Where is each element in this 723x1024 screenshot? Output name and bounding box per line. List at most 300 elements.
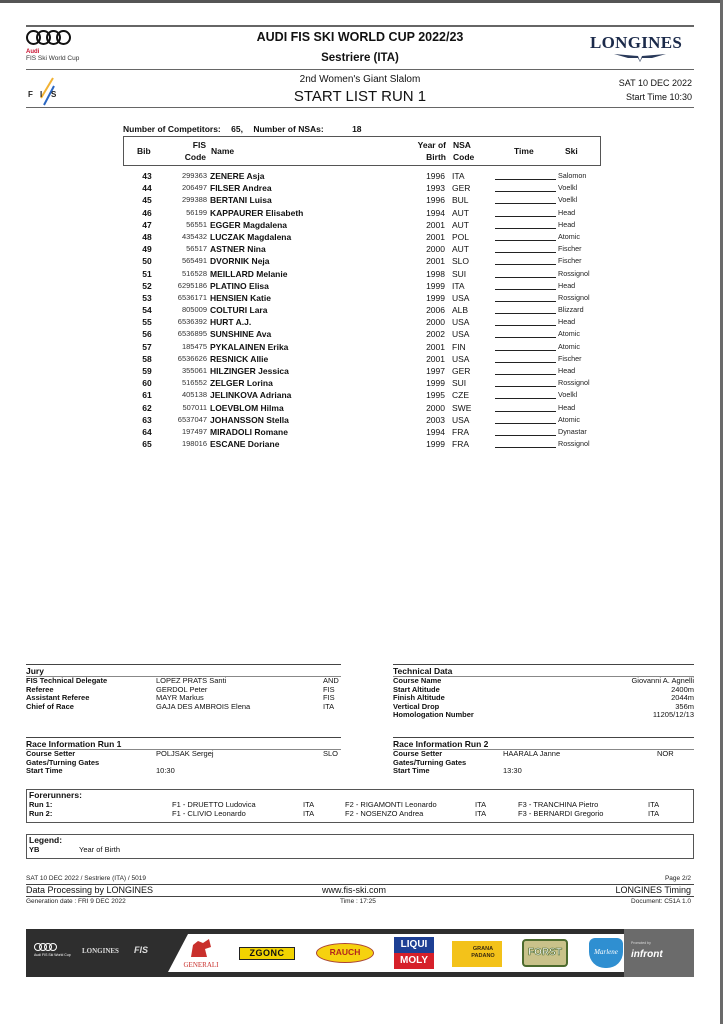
sponsor-liqui-moly-logo: LIQUI MOLY [394, 937, 434, 970]
table-row [123, 292, 603, 304]
sponsor-generali-logo: GENERALI [178, 937, 224, 969]
fis-code-cell: 565491 [181, 256, 207, 266]
year-of-birth-cell: 2001 [426, 231, 445, 242]
audi-brand-text: Audi [26, 49, 40, 55]
audi-sub-text: FIS Ski World Cup [26, 55, 80, 62]
ski-brand-cell: Rossignol [558, 378, 590, 388]
bib-cell: 54 [142, 305, 152, 316]
bib-cell: 59 [142, 366, 152, 376]
col-bib: Bib [137, 146, 151, 156]
footer-data-processing: Data Processing by LONGINES [26, 885, 154, 895]
sponsor-banner [26, 929, 694, 977]
ski-brand-cell: Salomon [558, 171, 587, 180]
course-setter-name: HAARALA Janne [503, 749, 561, 758]
time-blank-line [495, 179, 556, 180]
table-row [123, 402, 603, 414]
name-cell: EGGER Magdalena [210, 219, 287, 230]
fis-code-cell: 6295186 [177, 280, 207, 290]
nsa-code-cell: BUL [452, 195, 469, 206]
nsa-code-cell: GER [452, 183, 471, 194]
ski-brand-cell: Atomic [558, 341, 580, 351]
col-fis-code-bottom: Code [184, 152, 206, 162]
ski-brand-cell: Fischer [558, 244, 582, 254]
year-of-birth-cell: 1999 [426, 292, 445, 303]
table-header [123, 136, 601, 166]
forerunner-row [29, 810, 693, 819]
jury-role: Assistant Referee [26, 693, 90, 702]
header-top-rule [26, 25, 694, 27]
gates-label: Gates/Turning Gates [26, 757, 100, 767]
technical-label: Finish Altitude [393, 693, 445, 702]
fis-code-cell: 56517 [186, 244, 207, 254]
technical-row [393, 711, 694, 720]
forerunner-f2: F2 - RIGAMONTI Leonardo [345, 800, 437, 809]
race-info-run1-title: Race Information Run 1 [26, 737, 341, 750]
nsa-code-cell: USA [452, 317, 470, 328]
jury-title: Jury [26, 664, 341, 677]
year-of-birth-cell: 2000 [426, 317, 445, 328]
table-row [123, 304, 603, 316]
year-of-birth-cell: 1995 [426, 390, 445, 401]
footer-event-ref: SAT 10 DEC 2022 / Sestriere (ITA) / 5019 [26, 875, 146, 882]
ski-brand-cell: Atomic [558, 414, 580, 424]
time-blank-line [495, 277, 556, 278]
bib-cell: 51 [142, 268, 152, 279]
table-row [123, 426, 603, 438]
sponsor-fis-logo: FIS [134, 945, 149, 955]
time-blank-line [495, 313, 556, 314]
course-setter-name: POLJSAK Sergej [156, 749, 214, 758]
table-row [123, 268, 603, 280]
time-blank-line [495, 191, 556, 192]
table-row [123, 328, 603, 340]
bib-cell: 65 [142, 439, 152, 450]
fis-code-cell: 6536895 [177, 329, 207, 339]
forerunner-f3: F3 - BERNARDI Gregorio [518, 808, 604, 818]
technical-value: 356m [675, 701, 694, 711]
ski-brand-cell: Dynastar [558, 426, 587, 436]
name-cell: KAPPAURER Elisabeth [210, 207, 304, 218]
name-cell: JELINKOVA Adriana [210, 390, 292, 401]
table-row [123, 243, 603, 255]
nsa-code-cell: USA [452, 353, 470, 364]
name-cell: ZELGER Lorina [210, 378, 273, 389]
sponsor-zgonc-logo: ZGONC [239, 947, 295, 960]
ski-brand-cell: Head [558, 207, 576, 217]
year-of-birth-cell: 1994 [426, 426, 445, 437]
name-cell: LOEVBLOM Hilma [210, 402, 284, 413]
jury-nation: FIS [323, 693, 335, 702]
fis-code-cell: 56551 [186, 219, 207, 229]
ski-brand-cell: Head [558, 219, 576, 229]
sponsor-forst-logo: FORST [522, 939, 568, 967]
bib-cell: 43 [142, 171, 152, 181]
forerunner-f1-nsa: ITA [303, 808, 315, 818]
time-blank-line [495, 228, 556, 229]
nsa-code-cell: AUT [452, 244, 469, 255]
sponsor-infront-promoted: Promoted by [631, 941, 651, 945]
bib-cell: 60 [142, 378, 152, 389]
jury-role: Chief of Race [26, 701, 74, 711]
time-blank-line [495, 374, 556, 375]
name-cell: MEILLARD Melanie [210, 268, 288, 279]
competitors-label: Number of Competitors: [123, 124, 221, 134]
year-of-birth-cell: 1998 [426, 268, 445, 279]
name-cell: BERTANI Luisa [210, 195, 272, 206]
jury-section [26, 664, 341, 711]
start-list-table [123, 170, 603, 450]
svg-text:I: I [40, 90, 43, 99]
col-name: Name [211, 146, 235, 156]
table-row [123, 414, 603, 426]
nsa-code-cell: AUT [452, 207, 469, 218]
longines-logo: LONGINES [590, 33, 683, 52]
time-blank-line [495, 435, 556, 436]
technical-data-section [393, 664, 694, 720]
audi-rings-icon [26, 30, 79, 45]
generali-lion-icon [189, 937, 213, 959]
year-of-birth-cell: 2001 [426, 341, 445, 352]
footer-time: Time : 17:25 [340, 898, 376, 905]
name-cell: DVORNIK Neja [210, 256, 270, 267]
ski-brand-cell: Rossignol [558, 268, 590, 278]
name-cell: MIRADOLI Romane [210, 426, 288, 437]
bib-cell: 55 [142, 317, 152, 328]
name-cell: PLATINO Elisa [210, 280, 269, 291]
time-blank-line [495, 289, 556, 290]
ski-brand-cell: Fischer [558, 353, 582, 363]
time-blank-line [495, 350, 556, 351]
fis-code-cell: 516552 [181, 378, 207, 388]
forerunner-f2-nsa: ITA [475, 808, 487, 818]
year-of-birth-cell: 1999 [426, 439, 445, 450]
technical-label: Homologation Number [393, 710, 474, 719]
course-setter-nation: SLO [323, 749, 339, 758]
nsa-code-cell: SWE [452, 402, 472, 413]
ski-brand-cell: Voelkl [558, 195, 578, 205]
year-of-birth-cell: 1997 [426, 366, 445, 376]
competitor-summary [123, 124, 362, 134]
footer-rule-bottom [26, 896, 694, 897]
name-cell: COLTURI Lara [210, 305, 268, 316]
technical-value: 2044m [671, 693, 694, 702]
time-blank-line [495, 203, 556, 204]
time-blank-line [495, 411, 556, 412]
fis-code-cell: 56199 [186, 207, 207, 217]
forerunner-f3: F3 - TRANCHINA Pietro [518, 800, 599, 809]
name-cell: HILZINGER Jessica [210, 366, 289, 376]
bib-cell: 63 [142, 414, 152, 425]
ski-brand-cell: Head [558, 317, 576, 327]
technical-value: 2400m [671, 684, 694, 694]
fis-logo-icon [26, 76, 66, 106]
bib-cell: 50 [142, 256, 152, 267]
table-row [123, 207, 603, 219]
name-cell: ESCANE Doriane [210, 439, 280, 450]
ski-brand-cell: Fischer [558, 256, 582, 266]
year-of-birth-cell: 1996 [426, 195, 445, 206]
time-blank-line [495, 252, 556, 253]
svg-text:F: F [28, 90, 33, 99]
fis-code-cell: 6536626 [177, 353, 207, 363]
nsa-code-cell: SUI [452, 268, 467, 279]
table-row [123, 377, 603, 389]
ski-brand-cell: Head [558, 402, 576, 412]
col-yob-bottom: Birth [426, 152, 446, 162]
ski-brand-cell: Atomic [558, 329, 580, 339]
jury-name: LOPEZ PRATS Santi [156, 676, 227, 685]
fis-code-cell: 6536392 [177, 317, 207, 327]
nsa-code-cell: ITA [452, 280, 465, 291]
sponsor-infront-logo: infront [631, 949, 663, 960]
forerunners-title: Forerunners: [29, 790, 82, 800]
race-info-run2-title: Race Information Run 2 [393, 737, 694, 750]
time-blank-line [495, 423, 556, 424]
fis-code-cell: 6537047 [177, 414, 207, 424]
bib-cell: 64 [142, 426, 152, 437]
year-of-birth-cell: 2000 [426, 402, 445, 413]
jury-nation: FIS [323, 684, 335, 694]
col-nsa-bottom: Code [453, 152, 475, 162]
year-of-birth-cell: 2001 [426, 219, 445, 230]
course-setter-label: Course Setter [393, 749, 443, 758]
forerunner-f1-nsa: ITA [303, 800, 315, 809]
bib-cell: 61 [142, 390, 152, 401]
name-cell: JOHANSSON Stella [210, 414, 289, 425]
race-info-run1 [26, 737, 341, 776]
forerunner-f2-nsa: ITA [475, 800, 487, 809]
nsa-code-cell: POL [452, 231, 470, 242]
col-yob-top: Year of [417, 140, 446, 150]
footer-generation-date: Generation date : FRI 9 DEC 2022 [26, 898, 126, 905]
table-row [123, 170, 603, 182]
table-row [123, 255, 603, 267]
bib-cell: 46 [142, 207, 152, 218]
technical-value: 11205/12/13 [652, 710, 694, 719]
ski-brand-cell: Blizzard [558, 305, 584, 315]
technical-label: Course Name [393, 676, 442, 685]
header-bottom-rule [26, 107, 694, 108]
year-of-birth-cell: 2000 [426, 244, 445, 255]
year-of-birth-cell: 1999 [426, 280, 445, 291]
nsa-code-cell: ALB [452, 305, 469, 316]
nsa-code-cell: USA [452, 329, 470, 340]
bib-cell: 48 [142, 231, 152, 242]
forerunner-f2: F2 - NOSENZO Andrea [345, 808, 424, 818]
time-blank-line [495, 216, 556, 217]
bib-cell: 45 [142, 195, 152, 206]
col-nsa-top: NSA [453, 140, 471, 150]
time-blank-line [495, 264, 556, 265]
bib-cell: 56 [142, 329, 152, 340]
jury-name: GERDOL Peter [156, 684, 208, 694]
bib-cell: 53 [142, 292, 152, 303]
fis-code-cell: 197497 [181, 426, 207, 436]
jury-nation: AND [323, 676, 339, 685]
ski-brand-cell: Head [558, 280, 576, 290]
sponsor-audi-logo: Audi FIS Ski World Cup [34, 943, 71, 957]
table-row [123, 438, 603, 450]
race-name: 2nd Women's Giant Slalom [299, 74, 421, 85]
bib-cell: 57 [142, 341, 152, 352]
name-cell: ASTNER Nina [210, 244, 266, 255]
fis-code-cell: 198016 [181, 439, 207, 449]
forerunners-box [26, 789, 694, 823]
legend-key: YB [29, 845, 40, 854]
forerunner-f1: F1 - DRUETTO Ludovica [172, 800, 256, 809]
nsa-code-cell: USA [452, 414, 470, 425]
nsa-code-cell: FIN [452, 341, 466, 352]
bib-cell: 49 [142, 244, 152, 255]
course-setter-nation: NOR [657, 749, 674, 758]
time-blank-line [495, 386, 556, 387]
table-row [123, 231, 603, 243]
name-cell: HENSIEN Katie [210, 292, 271, 303]
time-blank-line [495, 398, 556, 399]
year-of-birth-cell: 1994 [426, 207, 445, 218]
svg-text:S: S [51, 90, 57, 99]
technical-value: Giovanni A. Agnelli [631, 676, 694, 685]
time-blank-line [495, 301, 556, 302]
time-blank-line [495, 447, 556, 448]
jury-row [26, 703, 341, 712]
fis-code-cell: 355061 [181, 366, 207, 375]
year-of-birth-cell: 2001 [426, 353, 445, 364]
name-cell: HURT A.J. [210, 317, 252, 328]
start-time-label: Start Time [26, 766, 63, 775]
nsa-code-cell: GER [452, 366, 471, 376]
table-row [123, 182, 603, 194]
table-row [123, 194, 603, 206]
name-cell: PYKALAINEN Erika [210, 341, 289, 352]
table-row [123, 365, 603, 377]
start-time-value: 10:30 [156, 766, 175, 775]
time-blank-line [495, 337, 556, 338]
bib-cell: 58 [142, 353, 152, 364]
forerunner-f3-nsa: ITA [648, 800, 660, 809]
time-blank-line [495, 240, 556, 241]
technical-label: Start Altitude [393, 684, 440, 694]
fis-code-cell: 299388 [181, 195, 207, 205]
table-row [123, 353, 603, 365]
table-row [123, 219, 603, 231]
footer-timing: LONGINES Timing [615, 885, 691, 895]
jury-nation: ITA [323, 701, 335, 711]
col-fis-code-top: FIS [192, 140, 206, 150]
sponsor-grana-padano-logo: GRANA PADANO [452, 941, 502, 967]
table-row [123, 389, 603, 401]
bib-cell: 47 [142, 219, 152, 230]
name-cell: SUNSHINE Ava [210, 329, 272, 340]
venue-title: Sestriere (ITA) [321, 52, 399, 64]
name-cell: RESNICK Allie [210, 353, 269, 364]
race-start-time: Start Time 10:30 [625, 92, 692, 102]
table-row [123, 341, 603, 353]
nsa-code-cell: FRA [452, 426, 469, 437]
footer-page-number: Page 2/2 [664, 875, 691, 882]
time-blank-line [495, 362, 556, 363]
ski-brand-cell: Rossignol [558, 439, 590, 449]
jury-role: FIS Technical Delegate [26, 676, 108, 685]
legend-title: Legend: [29, 835, 63, 845]
nsa-code-cell: SUI [452, 378, 467, 389]
technical-data-title: Technical Data [393, 664, 694, 677]
year-of-birth-cell: 1993 [426, 183, 445, 194]
ski-brand-cell: Voelkl [558, 390, 578, 400]
ski-brand-cell: Atomic [558, 231, 580, 241]
forerunner-f3-nsa: ITA [648, 808, 660, 818]
sponsor-marlene-logo: Marlene [589, 938, 623, 968]
fis-code-cell: 206497 [181, 183, 207, 193]
forerunner-run-label: Run 2: [29, 808, 53, 818]
course-setter-label: Course Setter [26, 749, 76, 758]
fis-code-cell: 185475 [181, 341, 207, 351]
fis-code-cell: 435432 [181, 231, 207, 241]
year-of-birth-cell: 2001 [426, 256, 445, 267]
year-of-birth-cell: 1996 [426, 171, 445, 181]
technical-label: Vertical Drop [393, 701, 440, 711]
footer-website: www.fis-ski.com [322, 885, 387, 895]
start-time-value: 13:30 [503, 766, 522, 775]
year-of-birth-cell: 2003 [426, 414, 445, 425]
col-time: Time [514, 146, 534, 156]
bib-cell: 44 [142, 183, 152, 194]
header-mid-rule [26, 69, 694, 70]
nsa-code-cell: USA [452, 292, 470, 303]
forerunner-f1: F1 - CLIVIO Leonardo [172, 808, 246, 818]
year-of-birth-cell: 2006 [426, 305, 445, 316]
event-title: AUDI FIS SKI WORLD CUP 2022/23 [256, 30, 464, 44]
fis-code-cell: 516528 [181, 268, 207, 278]
fis-code-cell: 299363 [181, 171, 207, 180]
jury-name: GAJA DES AMBROIS Elena [156, 701, 251, 711]
fis-code-cell: 6536171 [177, 292, 207, 302]
name-cell: FILSER Andrea [210, 183, 272, 194]
fis-code-cell: 805009 [181, 305, 207, 315]
name-cell: LUCZAK Magdalena [210, 231, 292, 242]
forerunner-run-label: Run 1: [29, 800, 53, 809]
year-of-birth-cell: 1999 [426, 378, 445, 389]
nsas-label: Number of NSAs: [253, 124, 324, 134]
ski-brand-cell: Head [558, 366, 576, 375]
bib-cell: 52 [142, 280, 152, 291]
jury-role: Referee [26, 684, 54, 694]
year-of-birth-cell: 2002 [426, 329, 445, 340]
footer-document-code: Document: C51A 1.0 [631, 898, 691, 905]
nsas-count: 18 [352, 124, 362, 134]
nsa-code-cell: AUT [452, 219, 469, 230]
start-time-label: Start Time [393, 766, 430, 775]
document-title: START LIST RUN 1 [293, 88, 427, 105]
name-cell: ZENERE Asja [210, 171, 265, 181]
sponsor-longines-logo: LONGINES [82, 947, 119, 955]
nsa-code-cell: FRA [452, 439, 469, 450]
bib-cell: 62 [142, 402, 152, 413]
jury-name: MAYR Markus [156, 693, 204, 702]
table-row [123, 316, 603, 328]
time-blank-line [495, 325, 556, 326]
longines-wings-icon [612, 52, 668, 62]
legend-box [26, 834, 694, 859]
col-ski: Ski [565, 146, 578, 156]
ski-brand-cell: Voelkl [558, 183, 578, 193]
fis-code-cell: 507011 [182, 402, 207, 412]
race-date: SAT 10 DEC 2022 [618, 78, 692, 88]
audi-fis-logo [26, 30, 79, 62]
nsa-code-cell: CZE [452, 390, 469, 401]
competitors-count: 65, [231, 124, 243, 134]
fis-code-cell: 405138 [181, 390, 207, 400]
